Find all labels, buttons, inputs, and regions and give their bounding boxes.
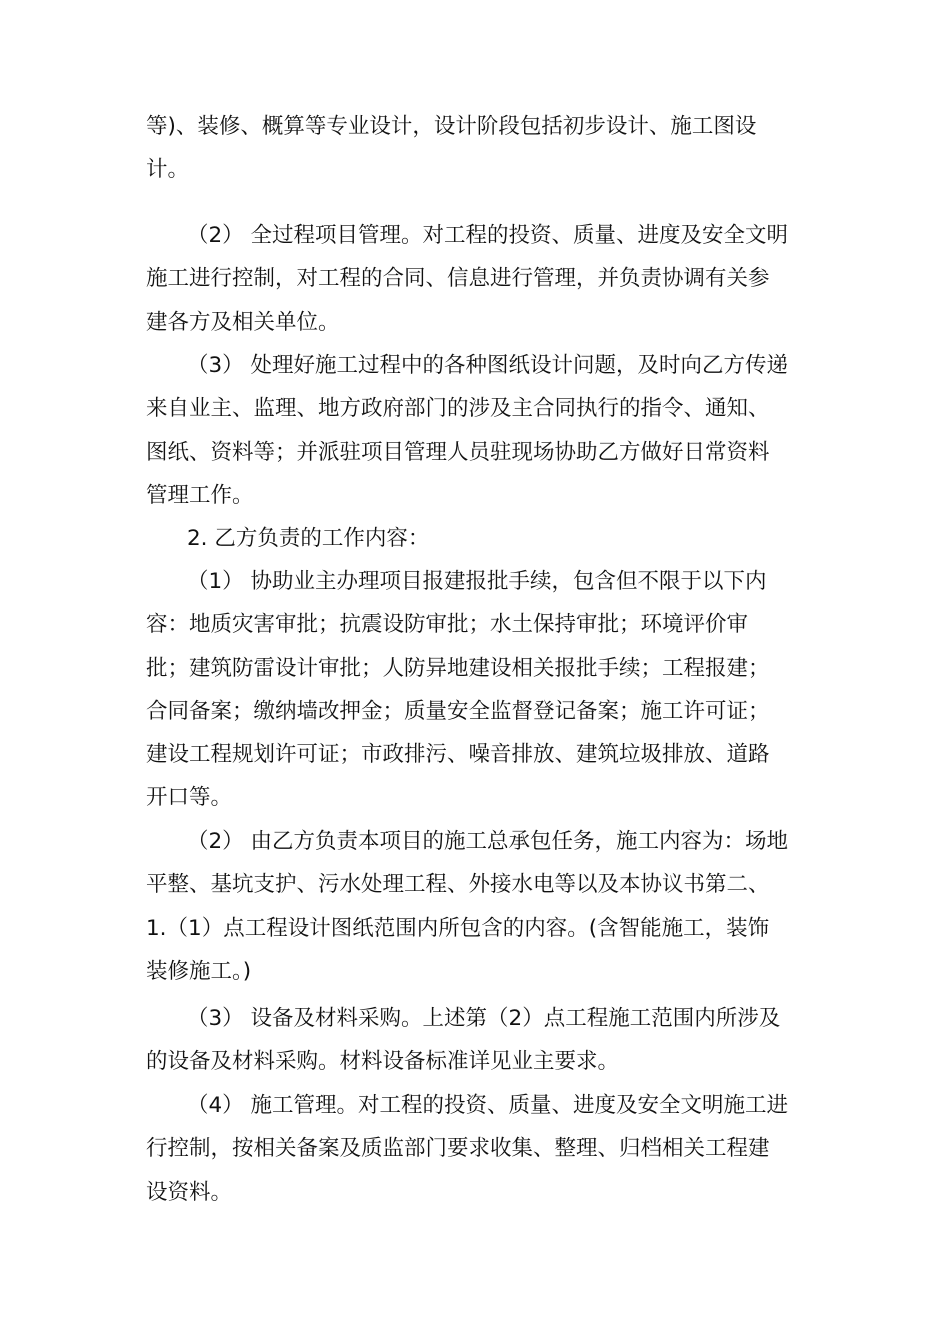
text-line: 2. 乙方负责的工作内容： <box>187 526 430 551</box>
text-line: 来自业主、监理、地方政府部门的涉及主合同执行的指令、通知、 <box>146 396 770 422</box>
text-line: 等)、装修、概算等专业设计，设计阶段包括初步设计、施工图设 <box>146 114 757 139</box>
text-line: 施工进行控制，对工程的合同、信息进行管理，并负责协调有关参 <box>146 266 770 292</box>
paragraph-permit-assistance <box>146 560 806 820</box>
text-line: （3） 设备及材料采购。上述第（2）点工程施工范围内所涉及 <box>187 1006 781 1031</box>
text-line: 批；建筑防雷设计审批；人防异地建设相关报批手续；工程报建； <box>146 655 770 681</box>
text-line: （2） 由乙方负责本项目的施工总承包任务，施工内容为：场地 <box>187 829 789 854</box>
paragraph-construction-management <box>146 1084 806 1214</box>
text-line: 平整、基坑支护、污水处理工程、外接水电等以及本协议书第二、 <box>146 872 770 898</box>
text-line: （2） 全过程项目管理。对工程的投资、质量、进度及安全文明 <box>187 223 789 248</box>
text-line: 的设备及材料采购。材料设备标准详见业主要求。 <box>146 1049 620 1075</box>
paragraph-drawing-issues <box>146 344 806 517</box>
text-line: （3） 处理好施工过程中的各种图纸设计问题，及时向乙方传递 <box>187 353 789 378</box>
section-heading-party-b <box>146 517 806 560</box>
text-line: 计。 <box>146 157 190 183</box>
paragraph-design-scope <box>146 105 806 192</box>
text-line: 行控制，按相关备案及质监部门要求收集、整理、归档相关工程建 <box>146 1136 770 1162</box>
paragraph-general-contracting <box>146 820 806 993</box>
text-line: 建设工程规划许可证；市政排污、噪音排放、建筑垃圾排放、道路 <box>146 742 770 768</box>
paragraph-procurement <box>146 997 806 1084</box>
paragraph-project-management <box>146 214 806 344</box>
text-line: 开口等。 <box>146 785 233 811</box>
text-line: （1） 协助业主办理项目报建报批手续，包含但不限于以下内 <box>187 569 767 594</box>
text-line: （4） 施工管理。对工程的投资、质量、进度及安全文明施工进 <box>187 1093 789 1118</box>
text-line: 容：地质灾害审批；抗震设防审批；水土保持审批；环境评价审 <box>146 612 749 638</box>
text-line: 装修施工。) <box>146 958 252 984</box>
text-line: 合同备案；缴纳墙改押金；质量安全监督登记备案；施工许可证； <box>146 698 770 724</box>
text-line: 图纸、资料等；并派驻项目管理人员驻现场协助乙方做好日常资料 <box>146 439 770 465</box>
text-line: 1.（1）点工程设计图纸范围内所包含的内容。(含智能施工，装饰 <box>146 915 770 941</box>
text-line: 建各方及相关单位。 <box>146 309 340 335</box>
text-line: 管理工作。 <box>146 482 254 508</box>
text-line: 设资料。 <box>146 1179 233 1205</box>
